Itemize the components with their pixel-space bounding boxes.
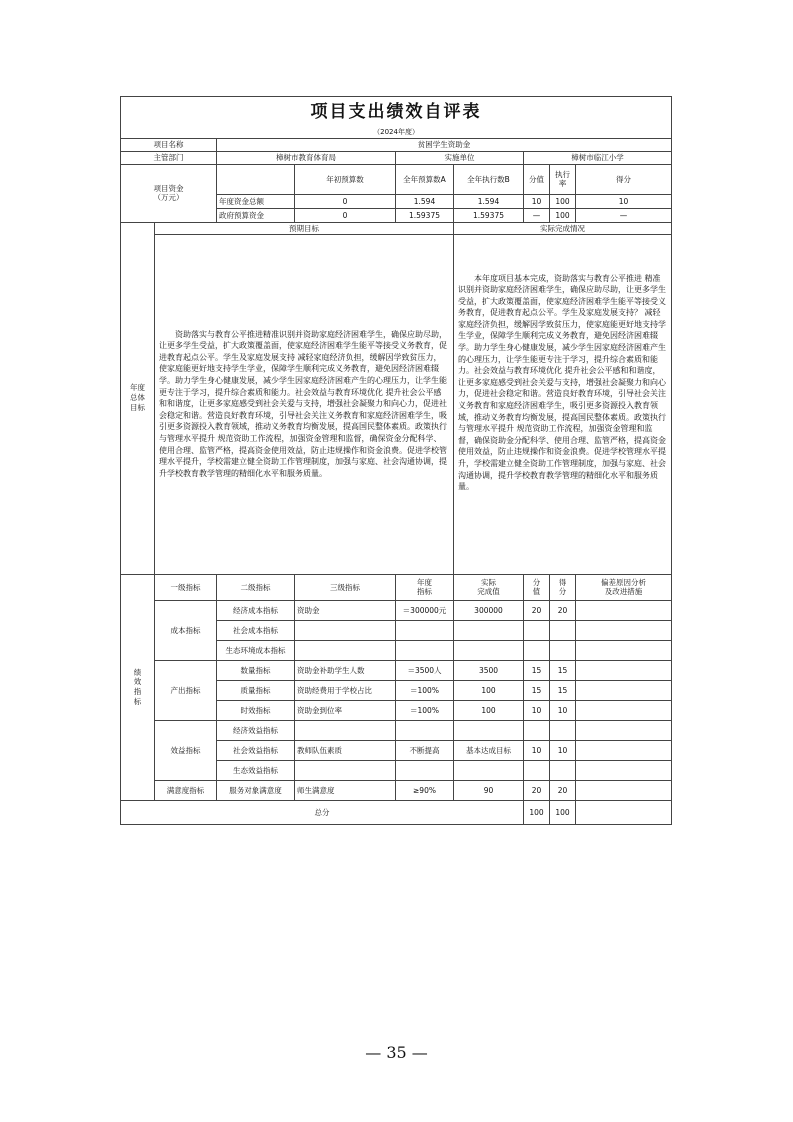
deviation-cell [576,780,672,800]
deviation-cell [576,740,672,760]
level3-cell [295,620,396,640]
perf-header: 偏差原因分析 及改进措施 [576,574,672,600]
perf-header: 实际 完成值 [454,574,524,600]
actual-cell [454,640,524,660]
actual-goal-header: 实际完成情况 [454,222,672,234]
weight-cell: 15 [524,660,550,680]
target-cell [396,620,454,640]
funds-header: 得分 [576,164,672,194]
year-goal-label: 年度 总体 目标 [121,222,155,574]
score-cell: 10 [550,700,576,720]
funds-cell: 100 [550,208,576,222]
weight-cell: 15 [524,680,550,700]
target-cell: ＝100% [396,680,454,700]
level3-cell: 资助金补助学生人数 [295,660,396,680]
actual-goal-text: 本年度项目基本完成，资助落实与教育公平推进 精准识别并资助家庭经济困难学生，确保应助尽助，让更多学生受益，扩大政策覆盖面，使家庭经济困难学生能平等接受义务教育，促进教育起点公平。学生及家庭发展支持？ 减轻家庭经济负担，缓解因学致贫压力，使家庭能更好地支持学生学业，保障学生顺利完成义务教育，避免因经济困难辍学。助力学生身心健康发展，减少学生因家庭经济困难产生的心理压力，让学生能更专注于学习，提升综合素质和能力。社会效益与教育环境优化 提升社会公平感和和谐度，让更多家庭感受到社会关爱与支持，增强社会凝聚力和向心力，促进社会稳定和谐。营造良好教育环境，引导社会关注义务教育和家庭经济困难学生，吸引更多资源投入教育领域，推动义务教育均衡发展，提高国民整体素质。政策执行与管理水平提升 规范资助工作流程，加强资金管理和监督，确保资助金分配科学、使用合理、监管严格，提高资金使用效益，防止违规操作和资金浪费。促进学校管理水平提升，学校需建立健全资助工作管理制度，加强与家庭、社会沟通协调，提升学校教育教学管理的精细化水平和服务质量。 [454,234,672,574]
perf-header: 二级指标 [217,574,295,600]
perf-header: 年度 指标 [396,574,454,600]
score-cell: 20 [550,780,576,800]
funds-header-blank [217,164,295,194]
level3-cell: 资助经费用于学校占比 [295,680,396,700]
perf-header: 得 分 [550,574,576,600]
weight-cell: 10 [524,700,550,720]
funds-cell: 10 [576,194,672,208]
weight-cell: 20 [524,600,550,620]
deviation-cell [576,700,672,720]
score-cell [550,760,576,780]
level2-cell: 社会效益指标 [217,740,295,760]
project-name-label: 项目名称 [121,138,217,151]
funds-cell: 1.594 [396,194,454,208]
target-cell: ＝100% [396,700,454,720]
weight-cell: 20 [524,780,550,800]
total-score: 100 [550,800,576,824]
level2-cell: 生态环境成本指标 [217,640,295,660]
level3-cell: 教师队伍素质 [295,740,396,760]
level1-satisfaction: 满意度指标 [155,780,217,800]
deviation-cell [576,640,672,660]
actual-cell: 3500 [454,660,524,680]
evaluation-form [120,96,671,825]
level2-cell: 时效指标 [217,700,295,720]
funds-cell: 1.594 [454,194,524,208]
deviation-cell [576,680,672,700]
document-title: 项目支出绩效自评表 [121,97,672,128]
level2-cell: 质量指标 [217,680,295,700]
score-cell: 15 [550,660,576,680]
perf-label: 绩 效 指 标 [121,574,155,800]
weight-cell [524,640,550,660]
funds-cell: — [524,208,550,222]
actual-cell: 300000 [454,600,524,620]
target-cell [396,760,454,780]
funds-row-label: 政府预算资金 [217,208,295,222]
score-cell [550,720,576,740]
actual-cell [454,760,524,780]
level2-cell: 经济成本指标 [217,600,295,620]
actual-cell [454,620,524,640]
target-cell: ＝3500人 [396,660,454,680]
impl-unit-label: 实施单位 [396,151,524,164]
deviation-cell [576,720,672,740]
funds-header: 执行率 [550,164,576,194]
level2-cell: 社会成本指标 [217,620,295,640]
actual-cell: 100 [454,700,524,720]
score-cell [550,620,576,640]
deviation-cell [576,760,672,780]
dept-label: 主管部门 [121,151,217,164]
target-cell [396,720,454,740]
level2-cell: 服务对象满意度 [217,780,295,800]
funds-cell: 1.59375 [396,208,454,222]
project-name-value: 贫困学生资助金 [217,138,672,151]
score-cell: 10 [550,740,576,760]
total-weight: 100 [524,800,550,824]
perf-header: 三级指标 [295,574,396,600]
weight-cell [524,720,550,740]
funds-cell: 1.59375 [454,208,524,222]
dept-value: 樟树市教育体育局 [217,151,396,164]
page-number: — 35 — [365,1043,428,1062]
actual-cell: 90 [454,780,524,800]
deviation-cell [576,660,672,680]
funds-cell: 0 [295,208,396,222]
level2-cell: 数量指标 [217,660,295,680]
score-cell [550,640,576,660]
level2-cell: 生态效益指标 [217,760,295,780]
expected-goal-header: 预期目标 [155,222,454,234]
target-cell: ≥90% [396,780,454,800]
funds-cell: — [576,208,672,222]
level3-cell: 资助金 [295,600,396,620]
funds-header: 年初预算数 [295,164,396,194]
funds-label: 项目资金 （万元） [121,164,217,222]
target-cell: ＝300000元 [396,600,454,620]
level3-cell [295,760,396,780]
level3-cell: 资助金到位率 [295,700,396,720]
level1-benefit: 效益指标 [155,720,217,780]
funds-cell: 10 [524,194,550,208]
funds-header: 全年执行数B [454,164,524,194]
score-cell: 20 [550,600,576,620]
target-cell: 不断提高 [396,740,454,760]
actual-cell: 基本达成目标 [454,740,524,760]
document-year: （2024年度） [121,128,672,139]
score-cell: 15 [550,680,576,700]
weight-cell: 10 [524,740,550,760]
weight-cell [524,620,550,640]
level3-cell [295,640,396,660]
impl-unit-value: 樟树市临江小学 [524,151,672,164]
deviation-cell [576,600,672,620]
evaluation-table [120,96,672,825]
actual-cell [454,720,524,740]
level1-cost: 成本指标 [155,600,217,660]
total-blank [576,800,672,824]
expected-goal-text: 资助落实与教育公平推进精准识别并资助家庭经济困难学生，确保应助尽助，让更多学生受益，扩大政策覆盖面，使家庭经济困难学生能平等接受义务教育，促进教育起点公平。学生及家庭发展支持 减轻家庭经济负担，缓解因学致贫压力，使家庭能更好地支持学生学业，保障学生顺利完成义务教育，避免因经济困难辍学。助力学生身心健康发展，减少学生因家庭经济困难产生的心理压力，让学生能更专注于学习，提升综合素质和能力。社会效益与教育环境优化 提升社会公平感和和谐度，让更多家庭感受到社会关爱与支持，增强社会凝聚力和向心力，促进社会稳定和谐。营造良好教育环境，引导社会关注义务教育和家庭经济困难学生，吸引更多资源投入教育领域，推动义务教育均衡发展，提高国民整体素质。政策执行与管理水平提升 规范资助工作流程，加强资金管理和监督，确保资金分配科学、使用合理、监管严格，提高资金使用效益，防止违规操作和资金浪费。促进学校管理水平提升，学校需建立健全资助工作管理制度，加强与家庭、社会沟通协调，提升学校教育教学管理的精细化水平和服务质量。 [155,234,454,574]
actual-cell: 100 [454,680,524,700]
level1-output: 产出指标 [155,660,217,720]
level3-cell [295,720,396,740]
perf-header: 分 值 [524,574,550,600]
total-label: 总分 [121,800,524,824]
funds-row-label: 年度资金总额 [217,194,295,208]
level2-cell: 经济效益指标 [217,720,295,740]
funds-cell: 0 [295,194,396,208]
deviation-cell [576,620,672,640]
perf-header: 一级指标 [155,574,217,600]
target-cell [396,640,454,660]
funds-header: 全年预算数A [396,164,454,194]
level3-cell: 师生满意度 [295,780,396,800]
funds-cell: 100 [550,194,576,208]
weight-cell [524,760,550,780]
funds-header: 分值 [524,164,550,194]
